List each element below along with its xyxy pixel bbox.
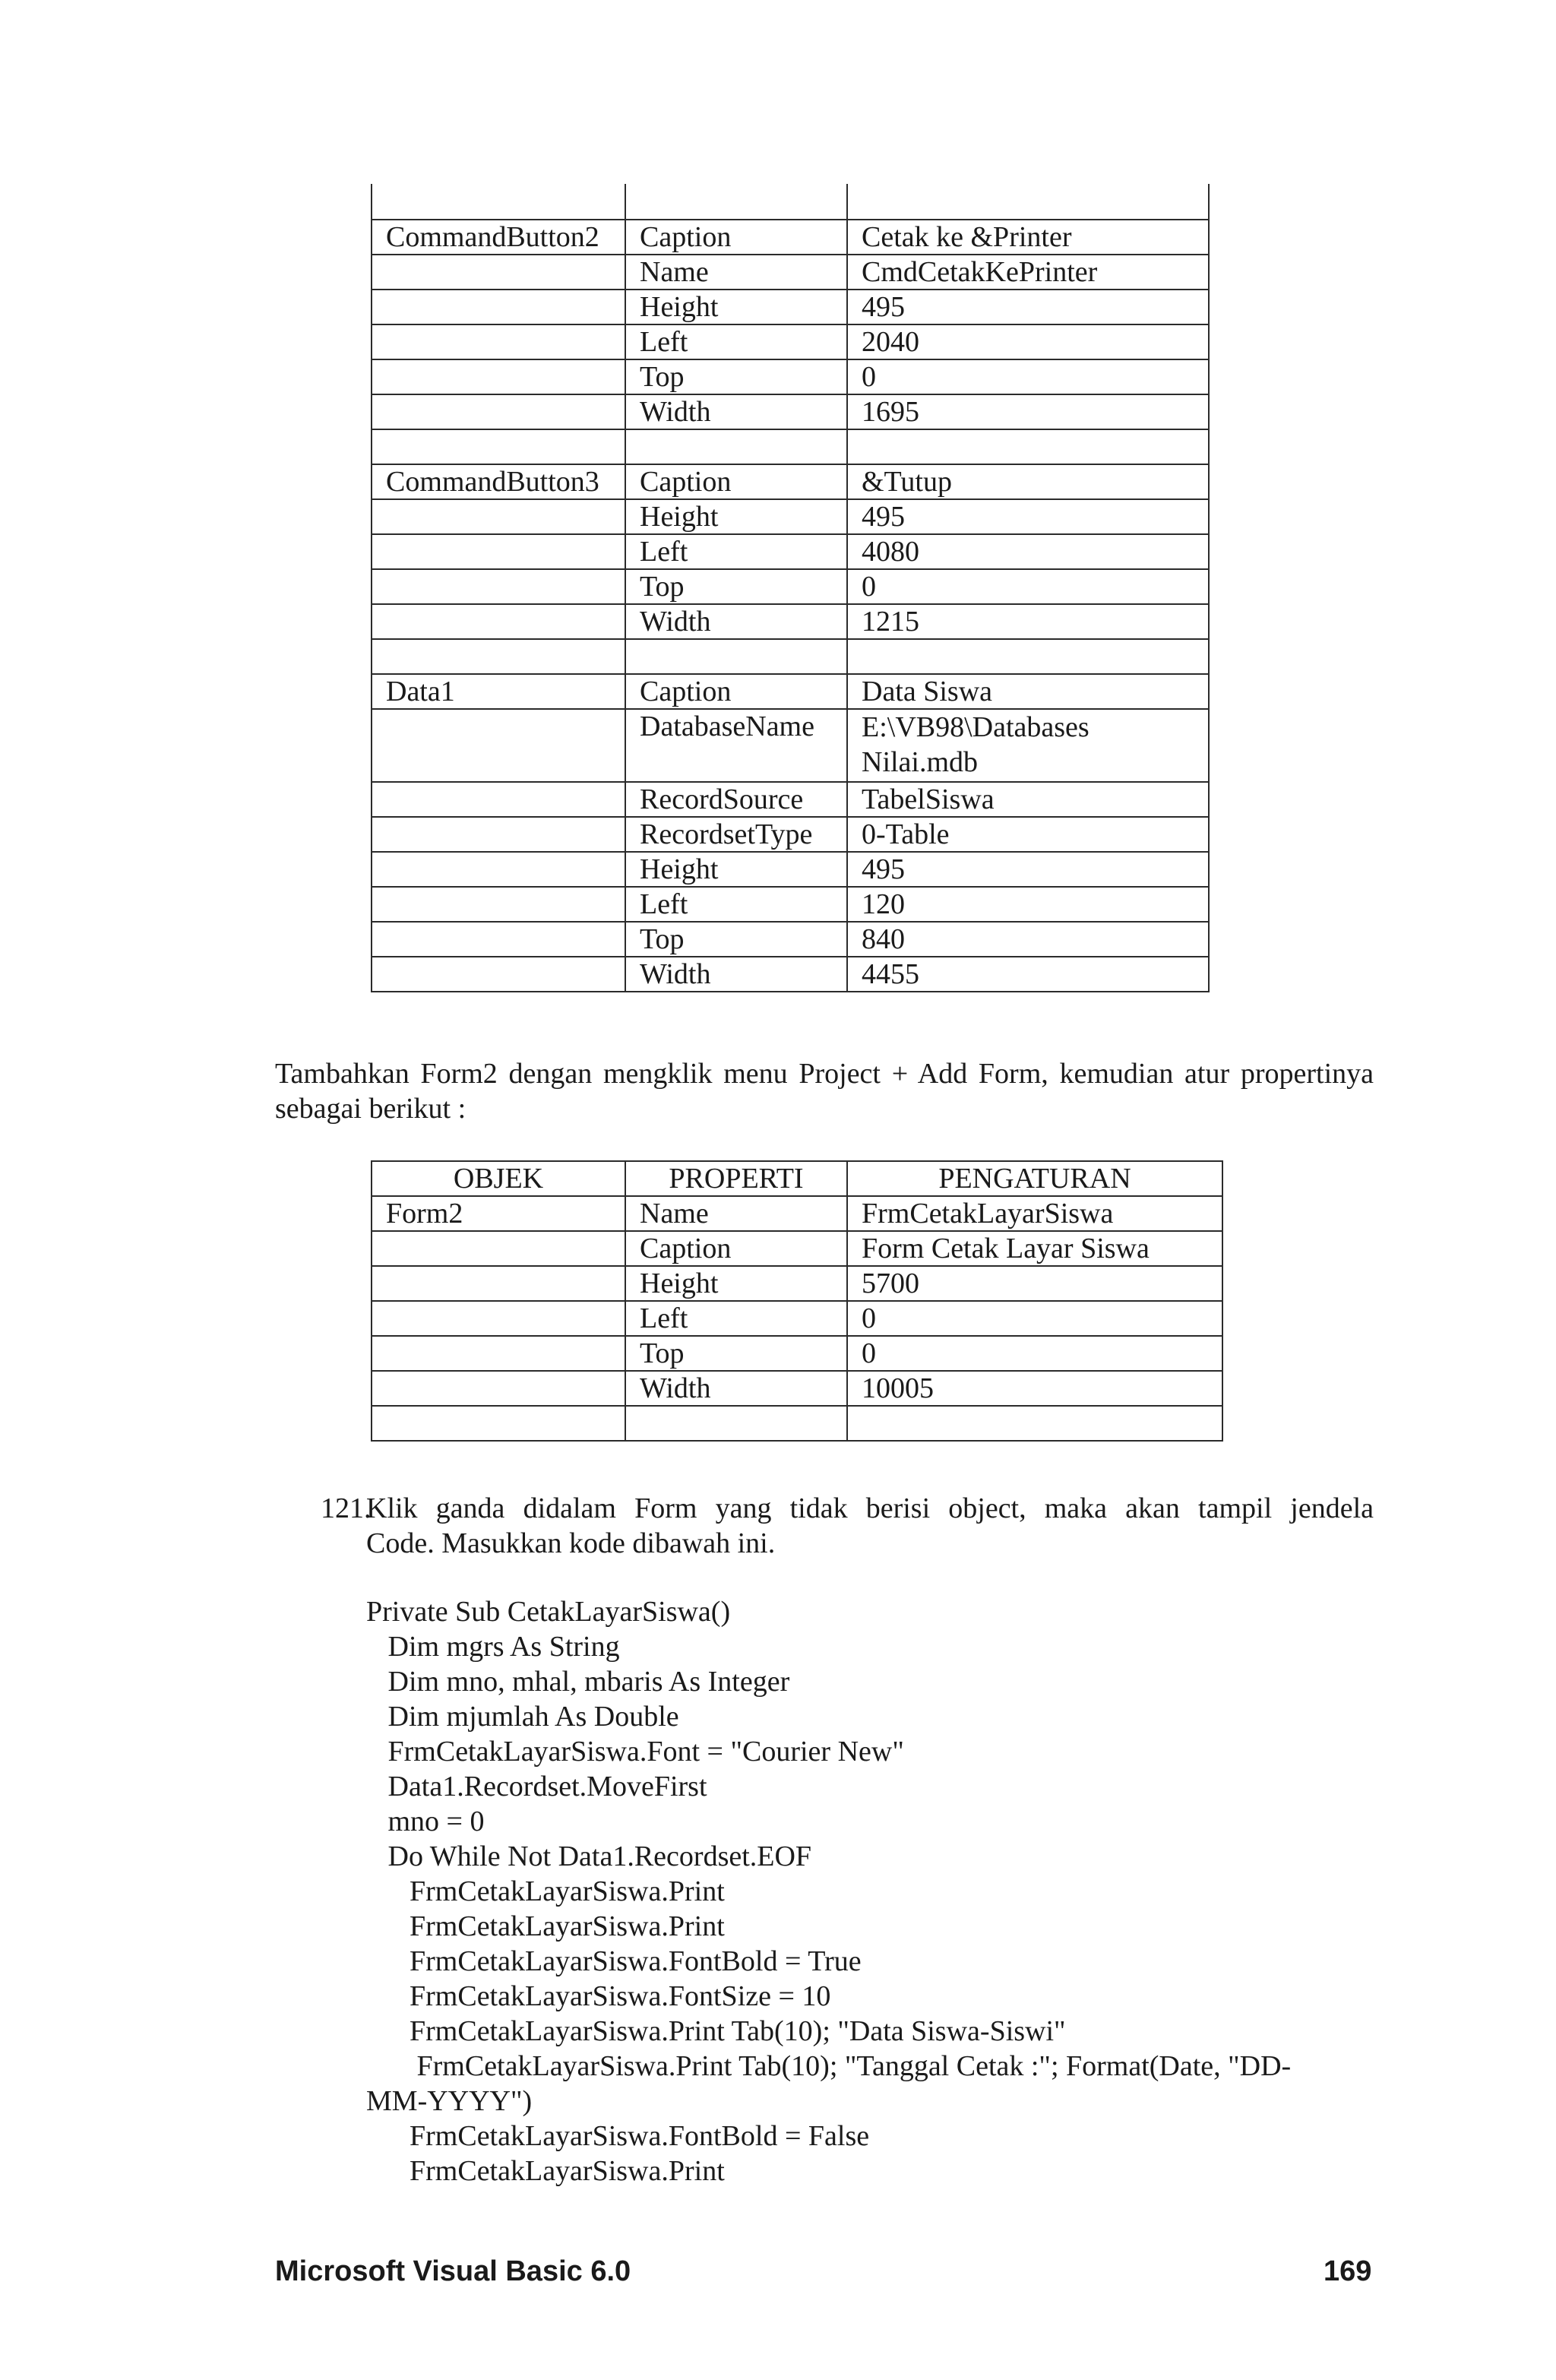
code-line: FrmCetakLayarSiswa.Print (366, 1875, 725, 1907)
cell-properti: Width (625, 1371, 847, 1406)
code-line: FrmCetakLayarSiswa.FontBold = True (366, 1945, 862, 1977)
cell-objek (372, 639, 625, 674)
cell-objek (372, 852, 625, 887)
cell-objek (372, 604, 625, 639)
cell-pengaturan: 1215 (847, 604, 1209, 639)
cell-properti: Height (625, 852, 847, 887)
cell-objek (372, 1371, 625, 1406)
code-line: Dim mgrs As String (366, 1631, 620, 1663)
cell-properti: Left (625, 1301, 847, 1336)
code-line: Data1.Recordset.MoveFirst (366, 1771, 707, 1802)
code-line: Do While Not Data1.Recordset.EOF (366, 1840, 812, 1872)
cell-objek: Data1 (372, 674, 625, 709)
properties-table-continued (371, 184, 1210, 992)
table-row (372, 887, 1209, 922)
cell-objek (372, 324, 625, 359)
cell-pengaturan: Form Cetak Layar Siswa (847, 1231, 1222, 1266)
table-row (372, 1266, 1222, 1301)
cell-properti: Width (625, 394, 847, 429)
table-row (372, 674, 1209, 709)
table-row (372, 394, 1209, 429)
table-row (372, 290, 1209, 324)
step-number: 121. (321, 1492, 372, 1524)
cell-objek (372, 887, 625, 922)
table-row (372, 220, 1209, 255)
cell-objek (372, 1231, 625, 1266)
table-row (372, 922, 1209, 957)
table-header-row (372, 1161, 1222, 1196)
cell-properti: DatabaseName (625, 709, 847, 782)
cell-properti: Height (625, 499, 847, 534)
code-line: mno = 0 (366, 1806, 485, 1837)
header-properti: PROPERTI (625, 1161, 847, 1196)
cell-pengaturan: E:\VB98\Databases Nilai.mdb (847, 709, 1209, 782)
cell-properti: Height (625, 1266, 847, 1301)
cell-objek (372, 359, 625, 394)
code-line: FrmCetakLayarSiswa.Font = "Courier New" (366, 1736, 904, 1768)
cell-pengaturan: Cetak ke &Printer (847, 220, 1209, 255)
table-row (372, 852, 1209, 887)
cell-properti: RecordSource (625, 782, 847, 817)
cell-properti: Left (625, 887, 847, 922)
cell-objek (372, 429, 625, 464)
cell-pengaturan: 1695 (847, 394, 1209, 429)
cell-properti: Name (625, 255, 847, 290)
properties-table-body (372, 184, 1209, 992)
cell-objek: Form2 (372, 1196, 625, 1231)
cell-properti: Height (625, 290, 847, 324)
header-pengaturan: PENGATURAN (847, 1161, 1222, 1196)
table-row (372, 359, 1209, 394)
cell-properti: Caption (625, 220, 847, 255)
code-line: FrmCetakLayarSiswa.Print (366, 1910, 725, 1942)
cell-properti: Top (625, 1336, 847, 1371)
cell-pengaturan: 0 (847, 1301, 1222, 1336)
cell-properti: Caption (625, 674, 847, 709)
table-row (372, 957, 1209, 992)
table-row (372, 1196, 1222, 1231)
cell-pengaturan: 2040 (847, 324, 1209, 359)
cell-objek (372, 534, 625, 569)
table-row (372, 569, 1209, 604)
cell-pengaturan: 840 (847, 922, 1209, 957)
cell-properti (625, 1406, 847, 1441)
cell-pengaturan: 0-Table (847, 817, 1209, 852)
cell-pengaturan: 495 (847, 290, 1209, 324)
code-line: FrmCetakLayarSiswa.Print Tab(10); "Tanggal Cetak :"; Format(Date, "DD- (366, 2050, 1292, 2082)
cell-objek (372, 394, 625, 429)
footer-title: Microsoft Visual Basic 6.0 (275, 2255, 631, 2287)
cell-objek (372, 1406, 625, 1441)
cell-pengaturan: 0 (847, 359, 1209, 394)
cell-objek (372, 1301, 625, 1336)
cell-pengaturan (847, 1406, 1222, 1441)
cell-objek (372, 782, 625, 817)
cell-properti: Caption (625, 1231, 847, 1266)
cell-pengaturan: FrmCetakLayarSiswa (847, 1196, 1222, 1231)
code-line: Private Sub CetakLayarSiswa() (366, 1596, 731, 1628)
cell-pengaturan: 4455 (847, 957, 1209, 992)
cell-properti: Left (625, 324, 847, 359)
form2-table-body (372, 1161, 1222, 1441)
cell-pengaturan (847, 429, 1209, 464)
cell-properti: Width (625, 604, 847, 639)
cell-properti (625, 639, 847, 674)
cell-pengaturan: &Tutup (847, 464, 1209, 499)
cell-objek (372, 290, 625, 324)
cell-objek (372, 709, 625, 782)
code-line: MM-YYYY") (366, 2085, 533, 2117)
code-line: FrmCetakLayarSiswa.Print (366, 2155, 725, 2187)
cell-pengaturan: 495 (847, 852, 1209, 887)
table-row (372, 1406, 1222, 1441)
table-row (372, 1371, 1222, 1406)
code-line: FrmCetakLayarSiswa.FontBold = False (366, 2120, 870, 2152)
cell-pengaturan: 4080 (847, 534, 1209, 569)
cell-objek: CommandButton3 (372, 464, 625, 499)
cell-properti: Top (625, 922, 847, 957)
cell-pengaturan: 5700 (847, 1266, 1222, 1301)
cell-objek (372, 255, 625, 290)
page-number: 169 (1324, 2255, 1372, 2287)
cell-pengaturan: Data Siswa (847, 674, 1209, 709)
instruction-paragraph: Tambahkan Form2 dengan mengklik menu Project + Add Form, kemudian atur propertinya sebagai berikut : (275, 1058, 1374, 1125)
table-row (372, 1336, 1222, 1371)
table-row (372, 1301, 1222, 1336)
cell-objek (372, 922, 625, 957)
code-line: FrmCetakLayarSiswa.FontSize = 10 (366, 1980, 831, 2012)
cell-properti: RecordsetType (625, 817, 847, 852)
cell-objek: CommandButton2 (372, 220, 625, 255)
table-row (372, 464, 1209, 499)
cell-objek (372, 184, 625, 220)
cell-properti: Left (625, 534, 847, 569)
table-row (372, 782, 1209, 817)
table-row (372, 534, 1209, 569)
table-row (372, 639, 1209, 674)
table-row (372, 817, 1209, 852)
cell-properti: Name (625, 1196, 847, 1231)
header-objek: OBJEK (372, 1161, 625, 1196)
cell-objek (372, 499, 625, 534)
cell-properti: Caption (625, 464, 847, 499)
table-row (372, 429, 1209, 464)
cell-pengaturan (847, 639, 1209, 674)
cell-pengaturan: TabelSiswa (847, 782, 1209, 817)
cell-objek (372, 957, 625, 992)
step-text-line1: Klik ganda didalam Form yang tidak berisi object, maka akan tampil jendela (366, 1492, 1374, 1524)
code-line: FrmCetakLayarSiswa.Print Tab(10); "Data Siswa-Siswi" (366, 2015, 1066, 2047)
cell-pengaturan: 10005 (847, 1371, 1222, 1406)
cell-pengaturan (847, 184, 1209, 220)
cell-objek (372, 1336, 625, 1371)
cell-properti (625, 184, 847, 220)
cell-pengaturan: 120 (847, 887, 1209, 922)
table-row (372, 255, 1209, 290)
cell-pengaturan: 0 (847, 1336, 1222, 1371)
table-row (372, 604, 1209, 639)
code-line: Dim mno, mhal, mbaris As Integer (366, 1666, 790, 1698)
cell-properti (625, 429, 847, 464)
cell-pengaturan: 495 (847, 499, 1209, 534)
step-text-line2: Code. Masukkan kode dibawah ini. (366, 1527, 776, 1559)
table-row (372, 324, 1209, 359)
table-row (372, 1231, 1222, 1266)
cell-objek (372, 1266, 625, 1301)
cell-properti: Top (625, 569, 847, 604)
cell-properti: Top (625, 359, 847, 394)
code-block (366, 1594, 1377, 2189)
cell-properti: Width (625, 957, 847, 992)
cell-pengaturan: 0 (847, 569, 1209, 604)
table-row (372, 184, 1209, 220)
cell-objek (372, 817, 625, 852)
cell-pengaturan: CmdCetakKePrinter (847, 255, 1209, 290)
cell-objek (372, 569, 625, 604)
table-row (372, 709, 1209, 782)
form2-properties-table (371, 1160, 1223, 1442)
table-row (372, 499, 1209, 534)
code-line: Dim mjumlah As Double (366, 1701, 679, 1733)
